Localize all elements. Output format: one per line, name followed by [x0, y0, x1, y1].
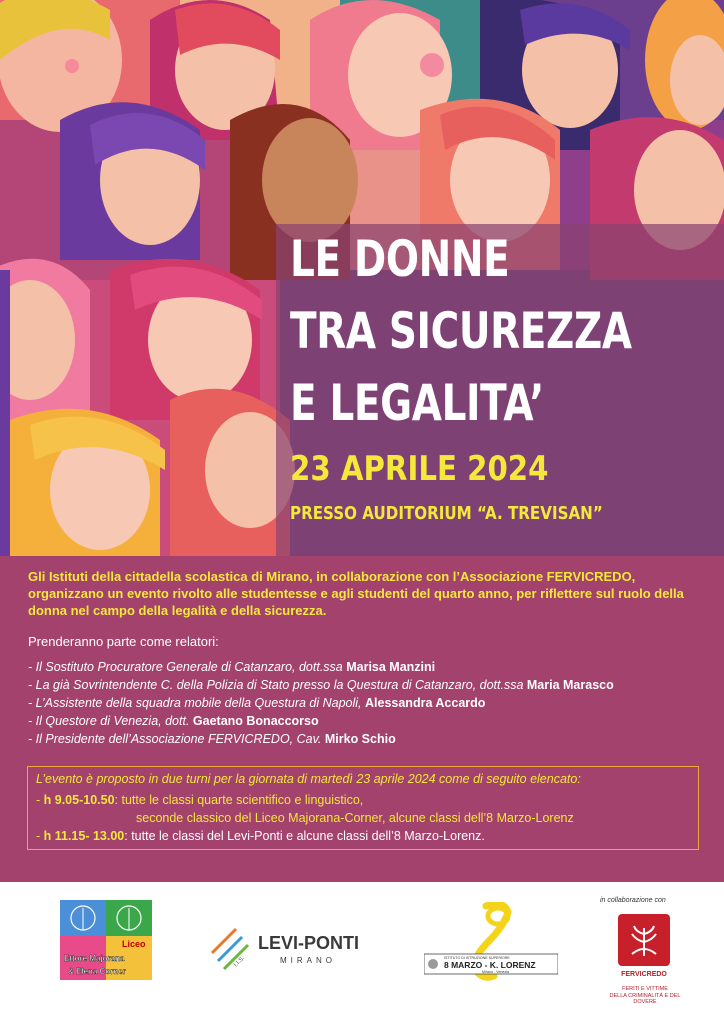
speaker-item	[28, 696, 485, 710]
collaboration-label: in collaborazione con	[600, 897, 666, 904]
speaker-item	[28, 714, 319, 728]
marzo-name: 8 MARZO - K. LORENZ	[444, 960, 536, 970]
liceo-line-3: & Elena Corner	[68, 967, 126, 976]
liceo-majorana-logo	[60, 900, 152, 980]
levi-ponti-city: MIRANO	[280, 956, 336, 965]
speaker-name: Alessandra Accardo	[365, 696, 486, 710]
intro-paragraph: Gli Istituti della cittadella scolastica di Mirano, in collaborazione con l’Associazione FERVICREDO, organizzano un evento rivolto alle studentesse e agli studenti del quarto anno, per riflettere sul ruolo della donna nel campo della legalità e della sicurezza.	[28, 569, 684, 618]
speaker-item	[28, 732, 396, 746]
turn-2-classes: : tutte le classi del Levi-Ponti e alcune classi dell’8 Marzo-Lorenz.	[124, 829, 485, 843]
levi-ponti-abbr: I.I.S.	[233, 955, 247, 969]
speaker-item	[28, 678, 614, 692]
speaker-name: Mirko Schio	[324, 732, 396, 746]
fervicredo-name: FERVICREDO	[621, 971, 667, 978]
speakers-heading: Prenderanno parte come relatori:	[28, 634, 219, 649]
event-title-line-3: E LEGALITA’	[290, 374, 544, 432]
speaker-name: Marisa Manzini	[346, 660, 436, 674]
fervicredo-logo	[618, 914, 670, 984]
speaker-role: - L’Assistente della squadra mobile della Questura di Napoli,	[28, 696, 365, 710]
marzo-small-text: ISTITUTO DI ISTRUZIONE SUPERIORE	[444, 956, 510, 960]
event-date: 23 APRILE 2024	[290, 449, 549, 489]
speaker-role: - La già Sovrintendente C. della Polizia di Stato presso la Questura di Catanzaro, dott.ssa	[28, 678, 527, 692]
turn-1-dash: -	[36, 793, 44, 807]
event-venue: PRESSO AUDITORIUM “A. TREVISAN”	[290, 503, 603, 524]
speaker-item	[28, 660, 435, 674]
liceo-line-1: Liceo	[122, 939, 146, 949]
fervicredo-caption-1: FERITI E VITTIME	[622, 986, 668, 992]
speaker-role: - Il Questore di Venezia, dott.	[28, 714, 193, 728]
otto-marzo-lorenz-logo	[424, 902, 558, 982]
turn-1-classes: : tutte le classi quarte scientifico e linguistico,	[114, 793, 364, 807]
speaker-name: Gaetano Bonaccorso	[192, 714, 319, 728]
liceo-line-2: Ettore Majorana	[64, 954, 125, 963]
speaker-role: - Il Sostituto Procuratore Generale di Catanzaro, dott.ssa	[28, 660, 347, 674]
event-title-line-2: TRA SICUREZZA	[290, 302, 632, 360]
turn-1-time: h 9.05-10.50	[43, 793, 115, 807]
speaker-role: - Il Presidente dell’Associazione FERVICREDO, Cav.	[28, 732, 325, 746]
event-title-line-1: LE DONNE	[290, 230, 510, 288]
face-6	[60, 102, 205, 260]
turn-2-dash: -	[36, 829, 44, 843]
logos-footer	[0, 882, 724, 1024]
speaker-name: Maria Marasco	[526, 678, 614, 692]
turn-1-classes-cont: seconde classico del Liceo Majorana-Corner, alcune classi dell’8 Marzo-Lorenz	[136, 811, 574, 825]
schedule-intro: L’evento è proposto in due turni per la giornata di martedì 23 aprile 2024 come di seguito elencato:	[36, 772, 581, 786]
levi-ponti-name: LEVI-PONTI	[258, 933, 360, 953]
turn-2-time: h 11.15- 13.00	[43, 829, 125, 843]
face-10	[0, 259, 90, 420]
fervicredo-caption-2: DELLA CRIMINALITÀ E DEL DOVERE	[609, 993, 681, 1005]
levi-ponti-logo	[208, 917, 368, 973]
info-section	[0, 556, 724, 882]
schedule-turn-1	[36, 792, 363, 808]
marzo-place: Mirano - Venezia	[482, 970, 509, 974]
face-12	[10, 409, 165, 556]
schedule-turn-2	[36, 828, 485, 844]
